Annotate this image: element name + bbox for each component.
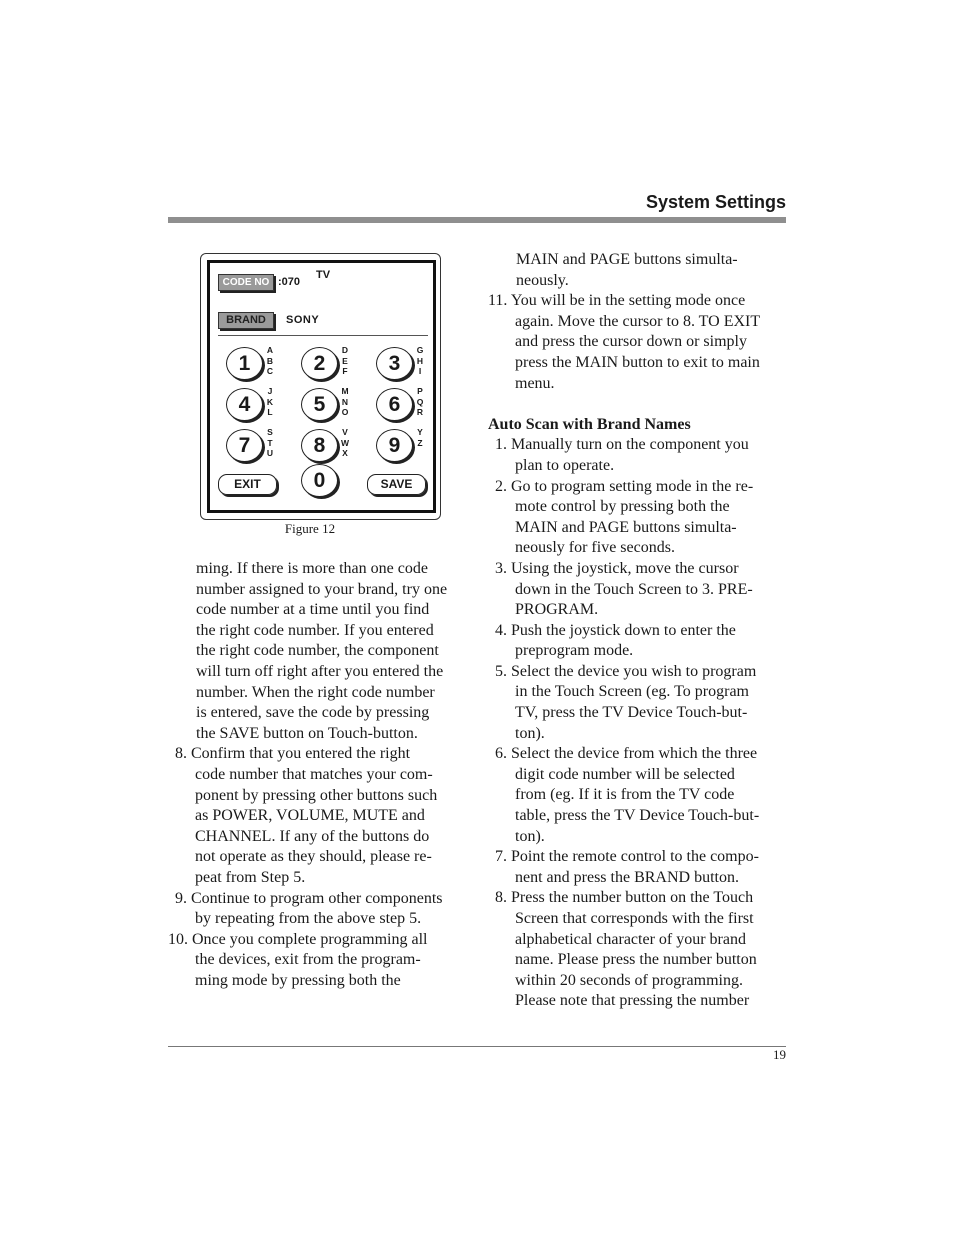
key-6: 6 <box>376 388 413 421</box>
list-item: 2. Go to program setting mode in the re- mote control by pressing both the MAIN and PAGE buttons simulta- neously for five seconds. <box>495 477 754 557</box>
key-4: 4 <box>226 388 263 421</box>
screen-divider <box>218 335 428 336</box>
key-8: 8 <box>301 429 338 462</box>
key-5-letters: M N O <box>341 386 349 417</box>
key-3-letters: G H I <box>416 345 424 376</box>
header-rule <box>168 217 786 223</box>
key-7: 7 <box>226 429 263 462</box>
section-heading: Auto Scan with Brand Names <box>488 415 691 433</box>
paragraph-continuation: MAIN and PAGE buttons simulta- neously. <box>516 251 738 289</box>
touch-screen <box>207 260 436 513</box>
key-1: 1 <box>226 347 263 380</box>
exit-button: EXIT <box>218 474 277 495</box>
list-item: 6. Select the device from which the three digit code number will be selected from (eg. If it is from the TV code table, press the TV Device Touch-but- ton). <box>495 745 760 845</box>
list-item: 8. Confirm that you entered the right code number that matches your com- ponent by pressing other buttons such as POWER, VOLUME, MUTE and CHANNEL. If any of the buttons do not operate as they should, please re- peat from Step 5. <box>175 745 438 886</box>
key-1-letters: A B C <box>266 345 274 376</box>
save-button: SAVE <box>367 474 426 495</box>
figure-caption: Figure 12 <box>284 521 336 536</box>
right-column <box>488 250 786 1012</box>
key-7-letters: S T U <box>266 427 274 458</box>
footer-rule <box>168 1046 786 1047</box>
key-8-letters: V W X <box>340 427 350 458</box>
key-2: 2 <box>301 347 338 380</box>
page-number: 19 <box>773 1047 786 1062</box>
page-header-title: System Settings <box>645 192 786 212</box>
list-item: 9. Continue to program other components by repeating from the above step 5. <box>175 889 443 928</box>
key-0: 0 <box>301 464 338 497</box>
key-9: 9 <box>376 429 413 462</box>
list-item: 5. Select the device you wish to program in the Touch Screen (eg. To program TV, press the TV Device Touch-but- ton). <box>495 662 757 742</box>
key-3: 3 <box>376 347 413 380</box>
list-item: 10. Once you complete programming all the devices, exit from the program- ming mode by pressing both the <box>168 930 428 989</box>
figure-12-remote-screen <box>200 253 441 520</box>
list-item: 4. Push the joystick down to enter the preprogram mode. <box>495 621 736 660</box>
brand-value: SONY <box>286 314 320 326</box>
device-label: TV <box>316 269 331 281</box>
list-item: 7. Point the remote control to the compo- nent and press the BRAND button. <box>495 848 759 886</box>
code-number-value: :070 <box>278 276 301 288</box>
key-5: 5 <box>301 388 338 421</box>
spacer <box>488 394 786 415</box>
paragraph-continuation: ming. If there is more than one code number assigned to your brand, try one code number at a time until you find the right code number. If you entered the right code number, the component will turn off right after you entered the number. When the right code number is entered, save the code by pressing the SAVE button on Touch-button. <box>196 560 448 742</box>
list-item: 1. Manually turn on the component you plan to operate. <box>495 436 749 474</box>
brand-label: BRAND <box>218 312 274 329</box>
key-4-letters: J K L <box>266 386 274 417</box>
key-9-letters: Y Z <box>417 427 423 448</box>
left-column <box>168 559 468 991</box>
key-2-letters: D E F <box>341 345 349 376</box>
code-no-label: CODE NO <box>218 274 274 291</box>
list-item: 11. You will be in the setting mode once again. Move the cursor to 8. TO EXIT and press the cursor down or simply press the MAIN button to exit to main menu. <box>488 292 761 392</box>
list-item: 8. Press the number button on the Touch Screen that corresponds with the first alphabetical character of your brand name. Please press the number button within 20 seconds of programming. Please note that pressing the number <box>495 889 757 1010</box>
key-6-letters: P Q R <box>416 386 424 417</box>
list-item: 3. Using the joystick, move the cursor down in the Touch Screen to 3. PRE- PROGRAM. <box>495 559 753 619</box>
